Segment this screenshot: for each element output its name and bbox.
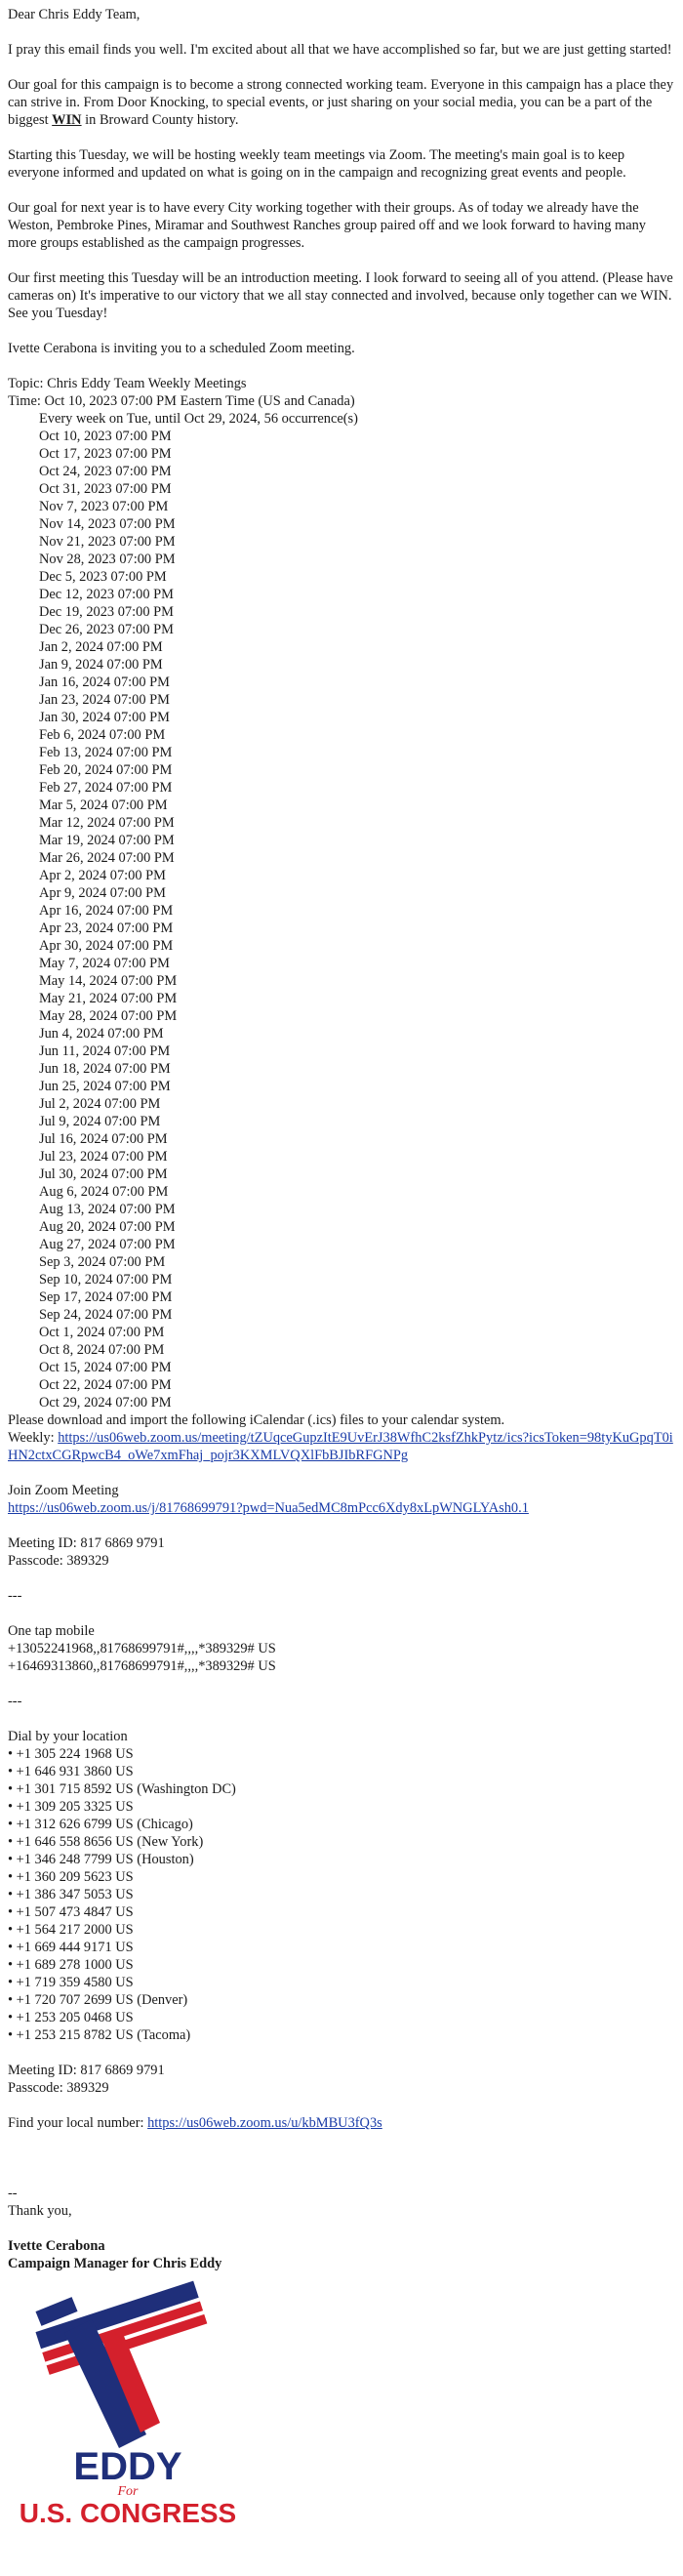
one-tap-number-2: +16469313860,,81768699791#,,,,*389329# US	[8, 1658, 276, 1674]
paragraph-goal-end: in Broward County history.	[81, 112, 239, 128]
occurrence-date: Oct 1, 2024 07:00 PM	[39, 1325, 165, 1340]
occurrence-date: Apr 16, 2024 07:00 PM	[39, 903, 174, 919]
occurrence-date: Jan 2, 2024 07:00 PM	[39, 639, 163, 655]
paragraph-meetings: Starting this Tuesday, we will be hosting weekly team meetings via Zoom. The meeting's main goal is to keep everyone informed and updated on what is going on in the campaign and recognizing great events and people.	[8, 147, 626, 181]
occurrence-date: Jul 23, 2024 07:00 PM	[39, 1149, 168, 1165]
weekly-ics-link[interactable]: https://us06web.zoom.us/meeting/tZUqceGupzItE9UvErJ38WfhC2ksfZhkPytz/ics?icsToken=98tyKuGpqT0iHN2ctxCGRpwcB4_oWe7xmFhaj_pojr3KXMLVQXlFbBJIbRFGNPg	[8, 1430, 673, 1463]
occurrence-date: Jul 2, 2024 07:00 PM	[39, 1096, 161, 1112]
dial-number: • +1 646 931 3860 US	[8, 1764, 134, 1779]
win-emphasis: WIN	[52, 112, 82, 128]
occurrence-date: Aug 6, 2024 07:00 PM	[39, 1184, 169, 1200]
occurrence-date: May 21, 2024 07:00 PM	[39, 991, 178, 1006]
paragraph-cities: Our goal for next year is to have every City working together with their groups. As of today we already have the Weston, Pembroke Pines, Miramar and Southwest Ranches group paired off and we look forward to having many more groups established as the campaign progresses.	[8, 200, 647, 251]
logo-text-bottom: U.S. CONGRESS	[19, 2498, 237, 2528]
occurrence-date: Aug 13, 2024 07:00 PM	[39, 1202, 176, 1217]
logo-text-for: For	[117, 2484, 139, 2499]
occurrence-date: Mar 19, 2024 07:00 PM	[39, 833, 175, 848]
one-tap-heading: One tap mobile	[8, 1623, 95, 1639]
join-meeting-link[interactable]: https://us06web.zoom.us/j/81768699791?pwd=Nua5edMC8mPcc6Xdy8xLpWNGLYAsh0.1	[8, 1500, 529, 1516]
zoom-topic: Topic: Chris Eddy Team Weekly Meetings	[8, 376, 247, 391]
occurrence-date: Jun 11, 2024 07:00 PM	[39, 1043, 171, 1059]
local-number-label: Find your local number:	[8, 2115, 148, 2131]
occurrence-date: Oct 8, 2024 07:00 PM	[39, 1342, 165, 1358]
passcode-2: Passcode: 389329	[8, 2080, 109, 2096]
dial-number: • +1 301 715 8592 US (Washington DC)	[8, 1781, 236, 1797]
occurrence-date: Jun 4, 2024 07:00 PM	[39, 1026, 164, 1042]
occurrence-date: Sep 24, 2024 07:00 PM	[39, 1307, 173, 1323]
dial-number: • +1 507 473 4847 US	[8, 1904, 134, 1920]
weekly-ics-line	[8, 1429, 675, 1464]
dial-number: • +1 386 347 5053 US	[8, 1887, 134, 1902]
dial-number: • +1 360 209 5623 US	[8, 1869, 134, 1885]
occurrence-dates	[39, 428, 675, 1411]
signature-dashes: --	[8, 2186, 18, 2201]
occurrence-date: Jul 9, 2024 07:00 PM	[39, 1114, 161, 1129]
occurrence-date: May 14, 2024 07:00 PM	[39, 973, 178, 989]
occurrence-date: Nov 14, 2023 07:00 PM	[39, 516, 176, 532]
dial-number: • +1 720 707 2699 US (Denver)	[8, 1992, 188, 2008]
occurrence-date: Mar 5, 2024 07:00 PM	[39, 797, 168, 813]
occurrence-list	[8, 410, 675, 1411]
occurrence-date: Feb 13, 2024 07:00 PM	[39, 745, 173, 760]
logo-text-main: EDDY	[73, 2445, 182, 2488]
occurrence-date: Apr 2, 2024 07:00 PM	[39, 868, 166, 883]
occurrence-date: Oct 22, 2024 07:00 PM	[39, 1377, 172, 1393]
occurrence-date: Dec 19, 2023 07:00 PM	[39, 604, 174, 620]
paragraph-goal	[8, 76, 675, 129]
occurrence-date: Jan 30, 2024 07:00 PM	[39, 710, 170, 725]
occurrence-date: Sep 10, 2024 07:00 PM	[39, 1272, 173, 1288]
zoom-time: Time: Oct 10, 2023 07:00 PM Eastern Time (US and Canada)	[8, 393, 355, 409]
dial-heading: Dial by your location	[8, 1729, 128, 1744]
occurrence-date: Apr 30, 2024 07:00 PM	[39, 938, 174, 954]
occurrence-date: Dec 26, 2023 07:00 PM	[39, 622, 174, 637]
dial-number: • +1 719 359 4580 US	[8, 1975, 134, 1990]
dial-number: • +1 346 248 7799 US (Houston)	[8, 1852, 194, 1867]
dial-number: • +1 669 444 9171 US	[8, 1940, 134, 1955]
signature-name: Ivette Cerabona	[8, 2238, 105, 2254]
eddy-for-congress-logo-icon	[8, 2276, 248, 2532]
meeting-id: Meeting ID: 817 6869 9791	[8, 1535, 165, 1551]
signature-title: Campaign Manager for Chris Eddy	[8, 2256, 222, 2271]
separator-2: ---	[8, 1694, 22, 1709]
campaign-logo	[8, 2276, 248, 2532]
paragraph-goal-text: Our goal for this campaign is to become a strong connected working team. Everyone in this campaign has a place they can strive in. From Door Knocking, to special events, or just sharing on your social media, you can be a part of the biggest	[8, 77, 674, 128]
occurrence-date: Mar 26, 2024 07:00 PM	[39, 850, 175, 866]
occurrence-date: Oct 15, 2024 07:00 PM	[39, 1360, 172, 1375]
occurrence-date: Jun 25, 2024 07:00 PM	[39, 1079, 171, 1094]
occurrence-date: Oct 17, 2023 07:00 PM	[39, 446, 172, 462]
occurrence-date: Aug 20, 2024 07:00 PM	[39, 1219, 176, 1235]
occurrence-date: Jan 9, 2024 07:00 PM	[39, 657, 163, 673]
occurrence-date: Jun 18, 2024 07:00 PM	[39, 1061, 171, 1077]
occurrence-date: Oct 29, 2024 07:00 PM	[39, 1395, 172, 1411]
occurrence-date: Aug 27, 2024 07:00 PM	[39, 1237, 176, 1252]
occurrence-date: Apr 9, 2024 07:00 PM	[39, 885, 166, 901]
dial-number: • +1 564 217 2000 US	[8, 1922, 134, 1938]
local-number-line	[8, 2114, 675, 2132]
paragraph-intro: I pray this email finds you well. I'm excited about all that we have accomplished so far, but we are just getting started!	[8, 42, 672, 58]
ical-instructions: Please download and import the following iCalendar (.ics) files to your calendar system.	[8, 1412, 505, 1428]
dial-number: • +1 253 215 8782 US (Tacoma)	[8, 2027, 191, 2043]
occurrence-date: Oct 10, 2023 07:00 PM	[39, 429, 172, 444]
local-number-link[interactable]: https://us06web.zoom.us/u/kbMBU3fQ3s	[147, 2115, 382, 2131]
occurrence-date: Dec 12, 2023 07:00 PM	[39, 587, 174, 602]
recurrence-text: Every week on Tue, until Oct 29, 2024, 56 occurrence(s)	[39, 411, 358, 427]
paragraph-first-meeting: Our first meeting this Tuesday will be an introduction meeting. I look forward to seeing all of you attend. (Please have cameras on) It's imperative to our victory that we all stay connected and involved, because only together can we WIN. See you Tuesday!	[8, 270, 673, 321]
dial-number: • +1 309 205 3325 US	[8, 1799, 134, 1815]
occurrence-date: Oct 31, 2023 07:00 PM	[39, 481, 172, 497]
occurrence-date: Jan 23, 2024 07:00 PM	[39, 692, 170, 708]
dial-number: • +1 689 278 1000 US	[8, 1957, 134, 1973]
separator: ---	[8, 1588, 22, 1604]
occurrence-date: Jan 16, 2024 07:00 PM	[39, 675, 170, 690]
occurrence-date: Nov 21, 2023 07:00 PM	[39, 534, 176, 550]
occurrence-date: Feb 27, 2024 07:00 PM	[39, 780, 173, 796]
occurrence-date: May 28, 2024 07:00 PM	[39, 1008, 178, 1024]
occurrence-date: Nov 7, 2023 07:00 PM	[39, 499, 169, 514]
occurrence-date: Jul 30, 2024 07:00 PM	[39, 1166, 168, 1182]
occurrence-date: Mar 12, 2024 07:00 PM	[39, 815, 175, 831]
dial-number: • +1 312 626 6799 US (Chicago)	[8, 1817, 193, 1832]
occurrence-date: Oct 24, 2023 07:00 PM	[39, 464, 172, 479]
dial-numbers-list	[8, 1745, 675, 2044]
occurrence-date: Jul 16, 2024 07:00 PM	[39, 1131, 168, 1147]
meeting-id-2: Meeting ID: 817 6869 9791	[8, 2063, 165, 2078]
occurrence-date: Sep 17, 2024 07:00 PM	[39, 1289, 173, 1305]
zoom-invite-line: Ivette Cerabona is inviting you to a scheduled Zoom meeting.	[8, 341, 355, 356]
occurrence-date: Apr 23, 2024 07:00 PM	[39, 920, 174, 936]
occurrence-date: Feb 20, 2024 07:00 PM	[39, 762, 173, 778]
join-heading: Join Zoom Meeting	[8, 1483, 119, 1498]
dial-number: • +1 305 224 1968 US	[8, 1746, 134, 1762]
occurrence-date: Nov 28, 2023 07:00 PM	[39, 552, 176, 567]
occurrence-date: Dec 5, 2023 07:00 PM	[39, 569, 167, 585]
passcode: Passcode: 389329	[8, 1553, 109, 1569]
occurrence-date: Sep 3, 2024 07:00 PM	[39, 1254, 166, 1270]
dial-number: • +1 646 558 8656 US (New York)	[8, 1834, 204, 1850]
thank-you: Thank you,	[8, 2203, 72, 2219]
greeting: Dear Chris Eddy Team,	[8, 7, 141, 22]
one-tap-number-1: +13052241968,,81768699791#,,,,*389329# US	[8, 1641, 276, 1656]
occurrence-date: May 7, 2024 07:00 PM	[39, 956, 170, 971]
dial-number: • +1 253 205 0468 US	[8, 2010, 134, 2025]
occurrence-date: Feb 6, 2024 07:00 PM	[39, 727, 166, 743]
weekly-label: Weekly:	[8, 1430, 59, 1446]
